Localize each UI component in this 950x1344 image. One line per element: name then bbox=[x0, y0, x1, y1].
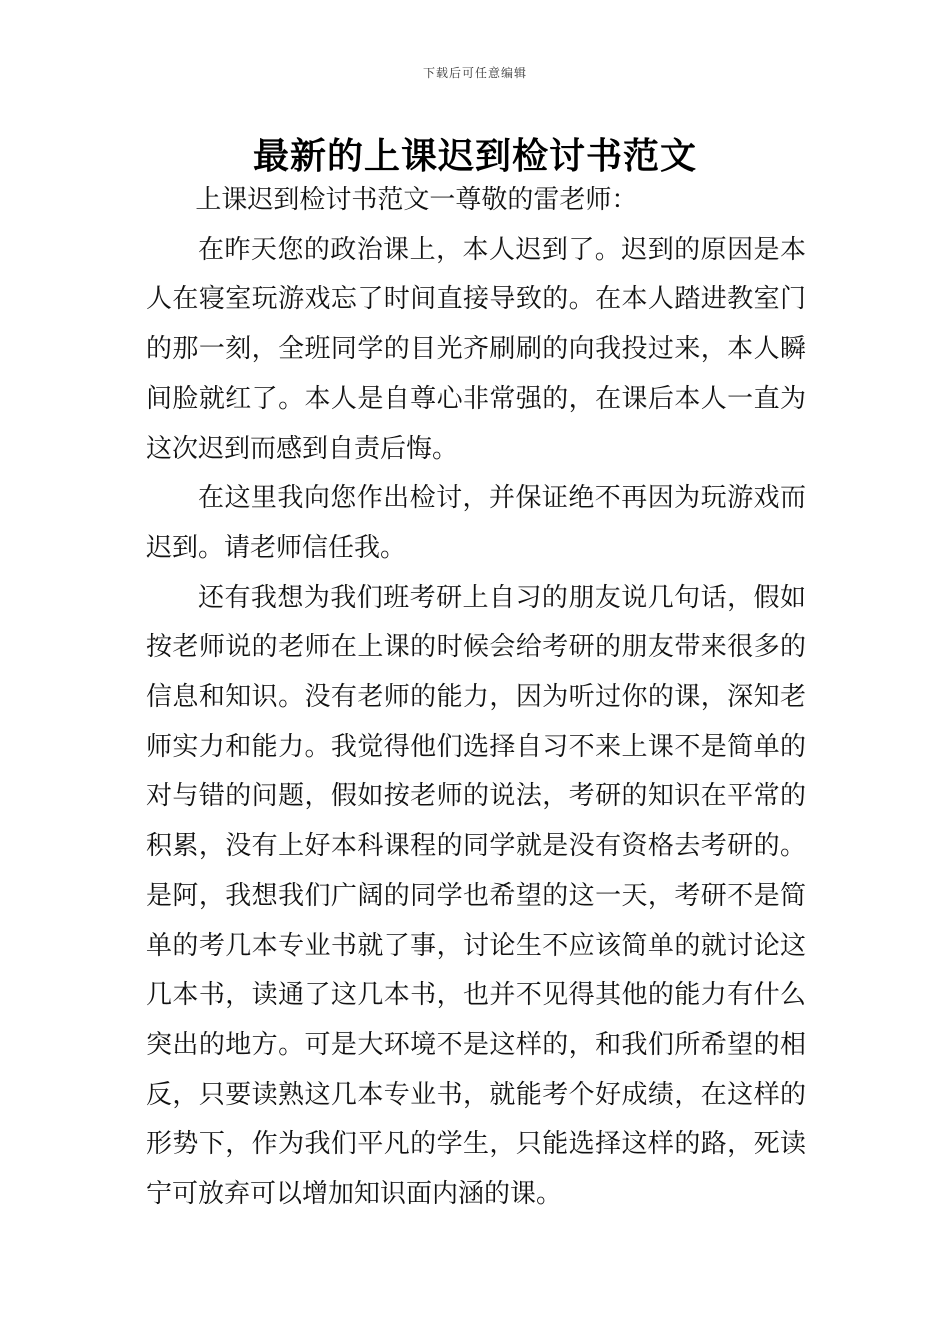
document-body bbox=[146, 176, 806, 1220]
paragraph-1: 在昨天您的政治课上，本人迟到了。迟到的原因是本人在寝室玩游戏忘了时间直接导致的。在本人踏进教室门的那一刻，全班同学的目光齐刷刷的向我投过来，本人瞬间脸就红了。本人是自尊心非常强的，在课后本人一直为这次迟到而感到自责后悔。 bbox=[146, 234, 806, 464]
header-note: 下载后可任意编辑 bbox=[422, 66, 527, 80]
paragraph-3: 还有我想为我们班考研上自习的朋友说几句话，假如按老师说的老师在上课的时候会给考研的朋友带来很多的信息和知识。没有老师的能力，因为听过你的课，深知老师实力和能力。我觉得他们选择自习不来上课不是简单的对与错的问题，假如按老师的说法，考研的知识在平常的积累，没有上好本科课程的同学就是没有资格去考研的。是阿，我想我们广阔的同学也希望的这一天，考研不是简单的考几本专业书就了事，讨论生不应该简单的就讨论这几本书，读通了这几本书，也并不见得其他的能力有什么突出的地方。可是大环境不是这样的，和我们所希望的相反，只要读熟这几本专业书，就能考个好成绩，在这样的形势下，作为我们平凡的学生，只能选择这样的路，死读宁可放弃可以增加知识面内涵的课。 bbox=[146, 582, 806, 1210]
greeting-line: 上课迟到检讨书范文一尊敬的雷老师： bbox=[195, 185, 638, 215]
document-title: 最新的上课迟到检讨书范文 bbox=[252, 136, 697, 177]
paragraph-2: 在这里我向您作出检讨，并保证绝不再因为玩游戏而迟到。请老师信任我。 bbox=[146, 483, 806, 563]
